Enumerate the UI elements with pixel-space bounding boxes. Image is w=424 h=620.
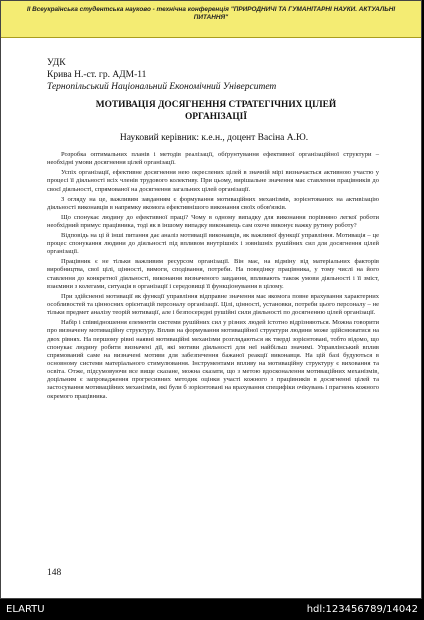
- paper-title: МОТИВАЦІЯ ДОСЯГНЕННЯ СТРАТЕГІЧНИХ ЦІЛЕЙ ОРГАНІЗАЦІЇ: [95, 100, 337, 122]
- conference-banner: [1, 1, 421, 38]
- udk-label: УДК: [47, 58, 66, 68]
- repository-name: ELARTU: [6, 604, 45, 615]
- conference-banner-text: ІІ Всеукраїнська студентська науково - технічна конференція "ПРИРОДНИЧІ ТА ГУМАНІТАРНІ НАУКИ. АКТУАЛЬНІ ПИТАННЯ": [26, 6, 396, 21]
- paragraph: При здійсненні мотивації як функції управління відправне значення має якомога повне врахування характерних особливостей та цінносних орієнтацій персоналу організації. Цілі, цінності, установки, потреби цього персоналу – не тільки предмет аналізу теорій мотивації, але і безпосередні рушійні сили діяльності по досягненню цілей організації.: [47, 292, 379, 317]
- author-line: Крива Н.-ст. гр. АДМ-11: [47, 70, 147, 80]
- handle-link[interactable]: hdl:123456789/14042: [306, 604, 418, 615]
- paragraph: Що спонукає людину до ефективної праці? Чому в одному випадку для виконання порівняно легкої роботи необхідний примус працівника, тоді як в іншому випадку виконавець сам охоче виконує важку рутину роботу?: [47, 213, 379, 229]
- paragraph: З огляду на це, важливим завданням є формування мотиваційних механізмів, зорієнтованих на активізацію діяльності виконавців в напрямку якомога ефективнішого виконання своїх обов'язків.: [47, 195, 379, 211]
- paragraph: Набір і співвідношення елементів системи рушійних сил у різних людей істотно відрізняються. Можна говорити про визначену мотиваційну структуру. Вплив на формування мотиваційної структури людини може здійснюватися на двох рівнях. На першому рівні наявні мотиваційні механізми розглядаються як тверді зорієнтовані, тобто відомо, що спонукає людину робити визначені дії, які мотиви діяльності для неї найбільш значимі. Управлінський вплив спрямований саме на визначені мотиви для забезпечення бажаної реакції виконавця. На цій базі будуються в основному системи матеріального стимулювання. Інструментами впливу на мотиваційну структуру є виховання та освіта. Отже, підсумовуючи все вище сказане, можна сказати, що з метою вдосконалення мотиваційних механізмів, доцільним є запровадження прогресивних методик оцінки участі кожного з працівників в досягненні цілей та застосування мотиваційних механізмів, які були б зорієнтовані на врахування специфіки очікувань і прагнень кожного окремого працівника.: [47, 319, 379, 400]
- paragraph: Розробка оптимальних планів і методів реалізації, обґрунтування ефективної організаційної структури – необхідні умови досягнення цілей організації.: [47, 151, 379, 167]
- paragraph: Відповідь на ці й інші питання дає аналіз мотивації виконавців, як важливої функції управління. Мотивація – це процес спонукання людини до діяльності під впливом внутрішніх і зовнішніх рушійних сил для досягнення цілей організації.: [47, 231, 379, 256]
- university-name: Тернопільський Національний Економічний Університет: [47, 82, 277, 92]
- paragraph: Працівник є не тільки важливим ресурсом організації. Він має, на відміну від матеріальних факторів виробництва, свої цілі, цінності, вимоги, сподівання, потреби. На поведінку працівника, у тому числі на його ставлення до конкретної діяльності, виконання визначеного завдання, впливають також умови діяльності і її зміст, взаємини з колегами, ситуація в організації і середовищі її функціонування в цілому.: [47, 258, 379, 290]
- paper-body: [47, 151, 379, 403]
- repository-footer: [0, 600, 424, 620]
- page-number: 148: [47, 568, 62, 578]
- scientific-advisor: Науковий керівник: к.е.н., доцент Васіна А.Ю.: [119, 133, 309, 143]
- paragraph: Успіх організації, ефективне досягнення нею окреслених цілей в значній мірі визначається активною участю у процесі її діяльності всіх членів трудового колективу. При цьому, вирішальне значення має ставлення працівників до своєї діяльності, спрямованої на досягнення загальних цілей організації.: [47, 169, 379, 193]
